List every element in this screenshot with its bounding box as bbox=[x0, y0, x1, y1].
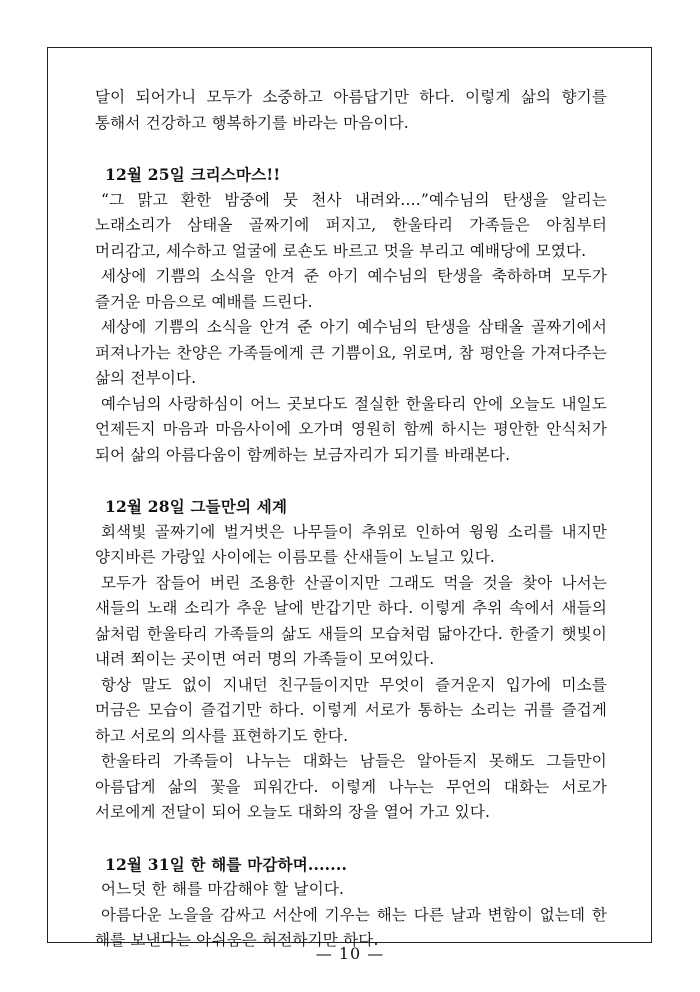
paragraph: 예수님의 사랑하심이 어느 곳보다도 절실한 한울타리 안에 오늘도 내일도 언제든지 마음과 마음사이에 오가며 영원히 함께 하시는 평안한 안식처가 되어 삶의 아름다움이 함께하는 보금자리가 되기를 바래본다. bbox=[95, 394, 607, 464]
page-number: — 10 — bbox=[315, 944, 385, 963]
paragraph: 아름다운 노을을 감싸고 서산에 기우는 해는 다른 날과 변함이 없는데 한 해를 보낸다는 아쉬움은 허전하기만 하다. bbox=[95, 905, 607, 949]
paragraph: “그 맑고 환한 밤중에 뭇 천사 내려와....”예수님의 탄생을 알리는 노래소리가 삼태올 골짜기에 퍼지고, 한울타리 가족들은 아침부터 머리감고, 세수하고 얼굴에 로숀도 바르고 멋을 부리고 예배당에 모였다. bbox=[95, 190, 607, 260]
section-christmas bbox=[95, 162, 607, 468]
page-body bbox=[95, 85, 607, 954]
paragraph: 세상에 기쁨의 소식을 안겨 준 아기 예수님의 탄생을 삼태올 골짜기에서 퍼져나가는 찬양은 가족들에게 큰 기쁨이요, 위로며, 참 평안을 가져다주는 삶의 전부이다. bbox=[95, 318, 607, 387]
paragraph: 모두가 잠들어 버린 조용한 산골이지만 그래도 먹을 것을 찾아 나서는 새들의 노래 소리가 추운 날에 반갑기만 하다. 이렇게 추위 속에서 새들의 삶처럼 한울타리 가족들의 삶도 새들의 모습처럼 닮아간다. 한줄기 햇빛이 내려 쬐이는 곳이면 여러 명의 가족들이 모여있다. bbox=[95, 573, 607, 668]
section-their-world bbox=[95, 494, 607, 826]
intro-paragraph: 달이 되어가니 모두가 소중하고 아름답기만 하다. 이렇게 삶의 향기를 통해서 건강하고 행복하기를 바라는 마음이다. bbox=[95, 88, 607, 132]
section-year-end bbox=[95, 852, 607, 954]
paragraph: 세상에 기쁨의 소식을 안겨 준 아기 예수님의 탄생을 축하하며 모두가 즐거운 마음으로 예배를 드린다. bbox=[95, 267, 607, 311]
paragraph: 어느덧 한 해를 마감해야 할 날이다. bbox=[101, 880, 345, 898]
paragraph: 항상 말도 없이 지내던 친구들이지만 무엇이 즐거운지 입가에 미소를 머금은 모습이 즐겁기만 하다. 이렇게 서로가 통하는 소리는 귀를 즐겁게 하고 서로의 의사를 표현하기도 한다. bbox=[95, 675, 607, 745]
paragraph: 회색빛 골짜기에 벌거벗은 나무들이 추위로 인하여 윙윙 소리를 내지만 양지바른 가랑잎 사이에는 이름모를 산새들이 노닐고 있다. bbox=[95, 522, 607, 566]
section-title: 12월 28일 그들만의 세계 bbox=[105, 497, 288, 516]
section-title: 12월 31일 한 해를 마감하며....... bbox=[105, 854, 348, 874]
section-title: 12월 25일 크리스마스!! bbox=[105, 165, 281, 184]
paragraph: 한울타리 가족들이 나누는 대화는 남들은 알아듣지 못해도 그들만이 아름답게 삶의 꽃을 피워간다. 이렇게 나누는 무언의 대화는 서로가 서로에게 전달이 되어 오늘도 대화의 장을 열어 가고 있다. bbox=[95, 752, 607, 821]
